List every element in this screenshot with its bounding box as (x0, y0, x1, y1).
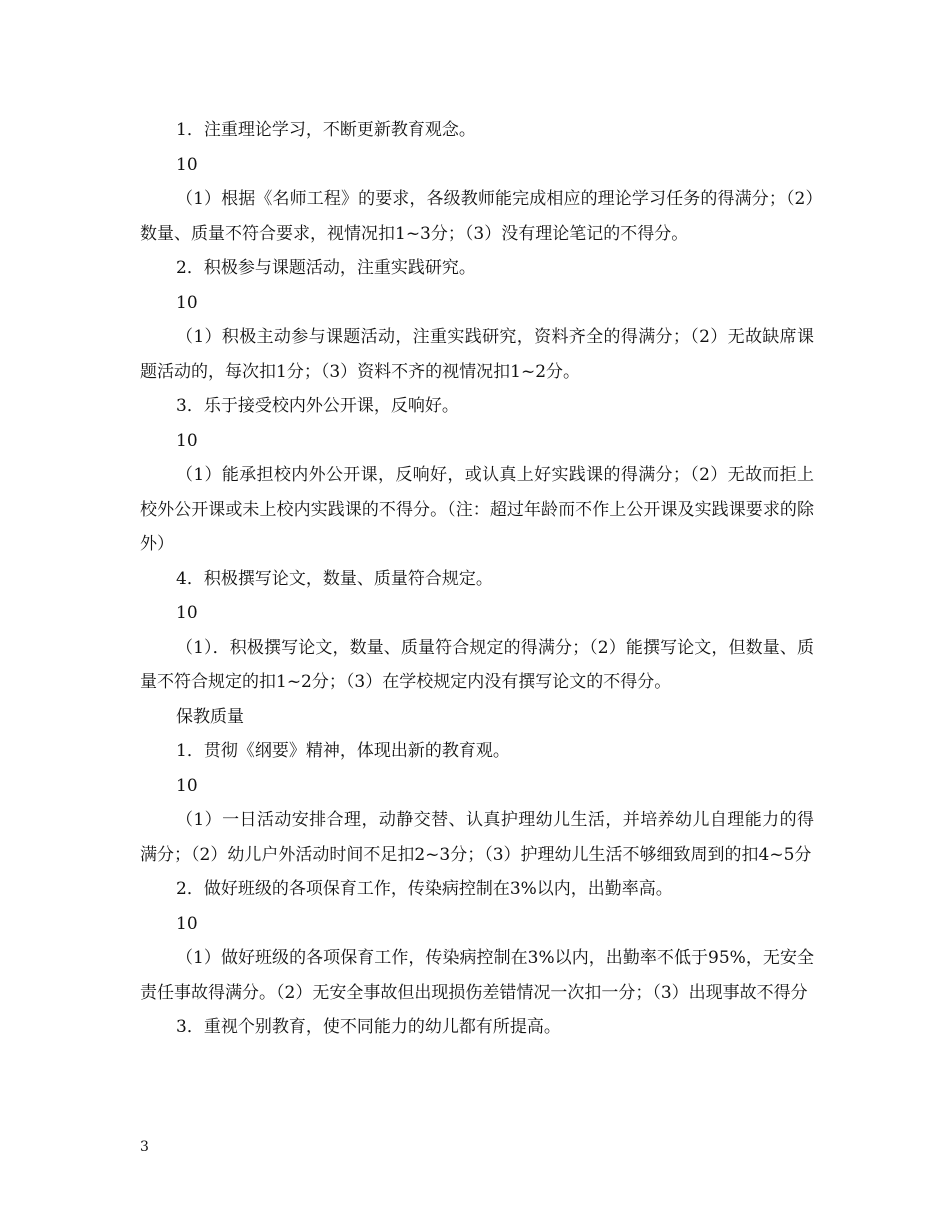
criterion-heading: 4．积极撰写论文，数量、质量符合规定。 (176, 568, 493, 589)
section-title: 保教质量 (176, 706, 244, 727)
criterion-description: （1）．积极撰写论文，数量、质量符合规定的得满分；（2）能撰写论文，但数量、质量不符合规定的扣1~2分；（3）在学校规定内没有撰写论文的不得分。 (140, 637, 814, 692)
criterion-heading: 1．贯彻《纲要》精神，体现出新的教育观。 (176, 741, 510, 761)
page-number: 3 (140, 1139, 149, 1155)
criterion-description: （1）做好班级的各项保育工作，传染病控制在3%以内，出勤率不低于95%，无安全责任事故得满分。（2）无安全事故但出现损伤差错情况一次扣一分；（3）出现事故不得分 (140, 948, 814, 1003)
score-value: 10 (176, 430, 198, 451)
score-value: 10 (176, 292, 198, 313)
criterion-heading: 3．重视个别教育，使不同能力的幼儿都有所提高。 (176, 1017, 561, 1037)
document-body (140, 113, 814, 1045)
score-value: 10 (176, 913, 198, 934)
criterion-heading: 2．积极参与课题活动，注重实践研究。 (176, 258, 476, 278)
criterion-description: （1）能承担校内外公开课，反响好，或认真上好实践课的得满分；（2）无故而拒上校外公开课或未上校内实践课的不得分。（注：超过年龄而不作上公开课及实践课要求的除外） (140, 465, 814, 554)
criterion-heading: 3．乐于接受校内外公开课，反响好。 (176, 396, 459, 416)
criterion-description: （1）一日活动安排合理，动静交替、认真护理幼儿生活，并培养幼儿自理能力的得满分；（2）幼儿户外活动时间不足扣2~3分；（3）护理幼儿生活不够细致周到的扣4~5分 (140, 810, 814, 865)
criterion-heading: 2．做好班级的各项保育工作，传染病控制在3%以内，出勤率高。 (176, 879, 673, 899)
criterion-description: （1）根据《名师工程》的要求，各级教师能完成相应的理论学习任务的得满分；（2）数量、质量不符合要求，视情况扣1~3分；（3）没有理论笔记的不得分。 (140, 189, 814, 244)
criterion-heading: 1．注重理论学习，不断更新教育观念。 (176, 120, 476, 140)
score-value: 10 (176, 603, 198, 623)
criterion-description: （1）积极主动参与课题活动，注重实践研究，资料齐全的得满分；（2）无故缺席课题活动的，每次扣1分；（3）资料不齐的视情况扣1~2分。 (140, 327, 814, 382)
score-value: 10 (176, 775, 198, 796)
score-value: 10 (176, 154, 198, 175)
